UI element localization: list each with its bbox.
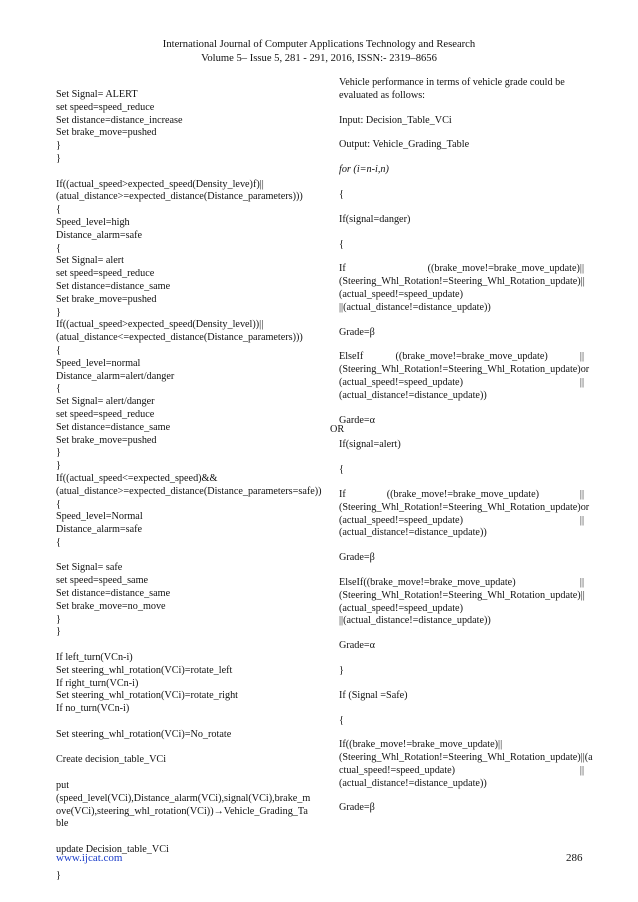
code-line: If right_turn(VCn-i) [56,677,139,689]
code-line [56,716,324,729]
code-line: ble [56,818,69,830]
code-line: (Steering_Whl_Rotation!=Steering_Whl_Rotation_update)or [339,364,590,376]
code-line: { [56,498,61,510]
code-line: (actual_speed!=speed_update) [339,514,463,526]
grade-line: Grade=α [339,640,375,652]
code-line: set speed=speed_same [56,575,149,587]
code-line [56,831,324,844]
code-line: Speed_level=normal [56,357,141,369]
code-line: { [56,536,61,548]
code-line: ctual_speed!=speed_update) [339,764,456,776]
or-operator: || [579,488,584,500]
grade-line: Garde=α [339,414,375,426]
code-line: Set brake_move=no_move [56,600,166,612]
code-line: Set steering_whl_rotation(VCi)=rotate_left [56,664,233,676]
elseif-condition: ((brake_move!=brake_move_update) [395,351,548,363]
open-brace: { [339,238,344,250]
code-line: (actual_speed!=speed_update) [339,288,463,300]
if-block-3 [339,739,593,790]
code-line: (Steering_Whl_Rotation!=Steering_Whl_Rotation_update)|| [339,589,585,601]
code-line: set speed=speed_reduce [56,101,155,113]
open-brace: { [339,464,344,476]
code-line: ove(VCi),steering_whl_rotation(VCi))→Vehicle_Grading_Ta [56,805,308,817]
code-line: (atual_distance>=expected_distance(Distance_parameters=safe)) [56,485,322,497]
code-line: (speed_level(VCi),Distance_alarm(VCi),signal(VCi),brake_m [56,792,311,804]
code-line: (actual_speed!=speed_update) [339,602,463,614]
output-line: Output: Vehicle_Grading_Table [339,139,470,151]
code-line: set speed=speed_reduce [56,408,155,420]
or-operator: || [579,514,584,526]
code-line: (atual_distance>=expected_distance(Distance_parameters))) [56,191,303,203]
close-brace: } [339,664,344,676]
code-line: } [56,306,61,318]
code-line: Set Signal= ALERT [56,89,138,100]
code-line: Set Signal= alert [56,255,124,267]
code-line: Distance_alarm=safe [56,229,143,241]
code-line: } [56,626,61,638]
code-line: If((brake_move!=brake_move_update)|| [339,739,503,751]
code-line: Set brake_move=pushed [56,293,157,305]
code-line: If no_turn(VCn-i) [56,703,130,715]
code-line: { [56,344,61,356]
code-line: (Steering_Whl_Rotation!=Steering_Whl_Rotation_update)||(a [339,752,593,764]
code-line: put [56,780,70,792]
code-line [56,639,324,652]
or-operator: || [579,576,584,588]
if-block-2 [339,488,590,540]
code-line: } [56,140,61,152]
code-line: Set distance=distance_same [56,280,171,292]
left-column-pseudocode [56,89,324,882]
input-line: Input: Decision_Table_VCi [339,114,452,126]
code-line: ||(actual_distance!=distance_update)) [339,615,491,627]
intro-paragraph [339,77,584,103]
code-line: If((actual_speed>expected_speed(Density_leve)f)|| [56,178,264,190]
code-line: If left_turn(VCn-i) [56,652,133,664]
code-line: { [56,242,61,254]
for-loop-line: for (i=n-i,n) [339,164,389,176]
right-column-pseudocode [339,77,593,827]
or-label: OR [330,424,345,435]
if-danger-line: If(signal=danger) [339,213,411,225]
if-alert-line: If(signal=alert) [339,439,401,451]
code-line: (actual_distance!=distance_update)) [339,777,487,789]
open-brace: { [339,188,344,200]
journal-volume: Volume 5– Issue 5, 281 - 291, 2016, ISSN:- 2319–8656 [201,53,437,64]
code-line: Speed_level=high [56,216,130,228]
code-line: If((actual_speed>expected_speed(Density_level))|| [56,319,264,331]
code-line: Speed_level=Normal [56,511,143,523]
or-operator: || [579,376,584,388]
code-line: If((actual_speed<=expected_speed)&& [56,472,218,484]
intro-line-2: evaluated as follows: [339,89,426,101]
if-safe-line: If (Signal =Safe) [339,689,408,701]
code-line: Set steering_whl_rotation(VCi)=rotate_right [56,690,239,702]
code-line: Distance_alarm=safe [56,524,143,536]
elseif-block-1 [339,351,590,402]
code-line: Set distance=distance_same [56,588,171,600]
code-line: Set distance=distance_same [56,421,171,433]
code-line: (Steering_Whl_Rotation!=Steering_Whl_Rotation_update)or [339,501,590,513]
code-line: } [56,152,61,164]
code-line: (actual_distance!=distance_update)) [339,527,487,539]
code-line: (Steering_Whl_Rotation!=Steering_Whl_Rotation_update)|| [339,276,585,288]
code-line: update Decision_table_VCi [56,844,169,856]
code-line: Set Signal= safe [56,562,123,574]
code-line: } [56,869,61,881]
open-brace: { [339,714,344,726]
or-operator: || [579,351,584,363]
journal-title: International Journal of Computer Applications Technology and Research [162,39,476,50]
code-line: (actual_distance!=distance_update)) [339,389,487,401]
elseif-keyword: ElseIf [339,351,364,363]
code-line: { [56,383,61,395]
intro-line-1: Vehicle performance in terms of vehicle grade could be [339,77,565,88]
code-line: } [56,447,61,459]
code-line: (atual_distance<=expected_distance(Distance_parameters))) [56,332,303,344]
code-line: { [56,204,61,216]
code-line: } [56,613,61,625]
code-line [56,742,324,755]
page-number: 286 [566,852,583,864]
code-line: } [56,460,61,472]
code-line: (actual_speed!=speed_update) [339,376,463,388]
code-line: Set steering_whl_rotation(VCi)=No_rotate [56,728,232,740]
if-condition: ((brake_move!=brake_move_update)|| [427,263,584,275]
if-condition: ((brake_move!=brake_move_update) [386,488,539,500]
if-keyword: If [339,488,346,500]
grade-line: Grade=β [339,802,375,814]
code-line: Set brake_move=pushed [56,127,157,139]
journal-header [0,38,638,66]
code-line: Set Signal= alert/danger [56,396,155,408]
code-line [56,166,324,179]
code-line: ||(actual_distance!=distance_update)) [339,301,491,313]
code-line: Distance_alarm=alert/danger [56,370,175,382]
elseif-condition: ElseIf((brake_move!=brake_move_update) [339,576,516,588]
code-line: set speed=speed_reduce [56,268,155,280]
grade-line: Grade=β [339,552,375,564]
grade-line: Grade=β [339,326,375,338]
if-keyword: If [339,263,346,275]
code-line: Set brake_move=pushed [56,434,157,446]
code-line [56,767,324,780]
code-line: Create decision_table_VCi [56,754,167,766]
if-block-1 [339,263,584,314]
code-line: Set distance=distance_increase [56,114,183,126]
code-line [56,550,324,563]
elseif-block-2 [339,577,584,628]
journal-website-link[interactable]: www.ijcat.com [56,852,123,864]
or-operator: || [579,764,584,776]
